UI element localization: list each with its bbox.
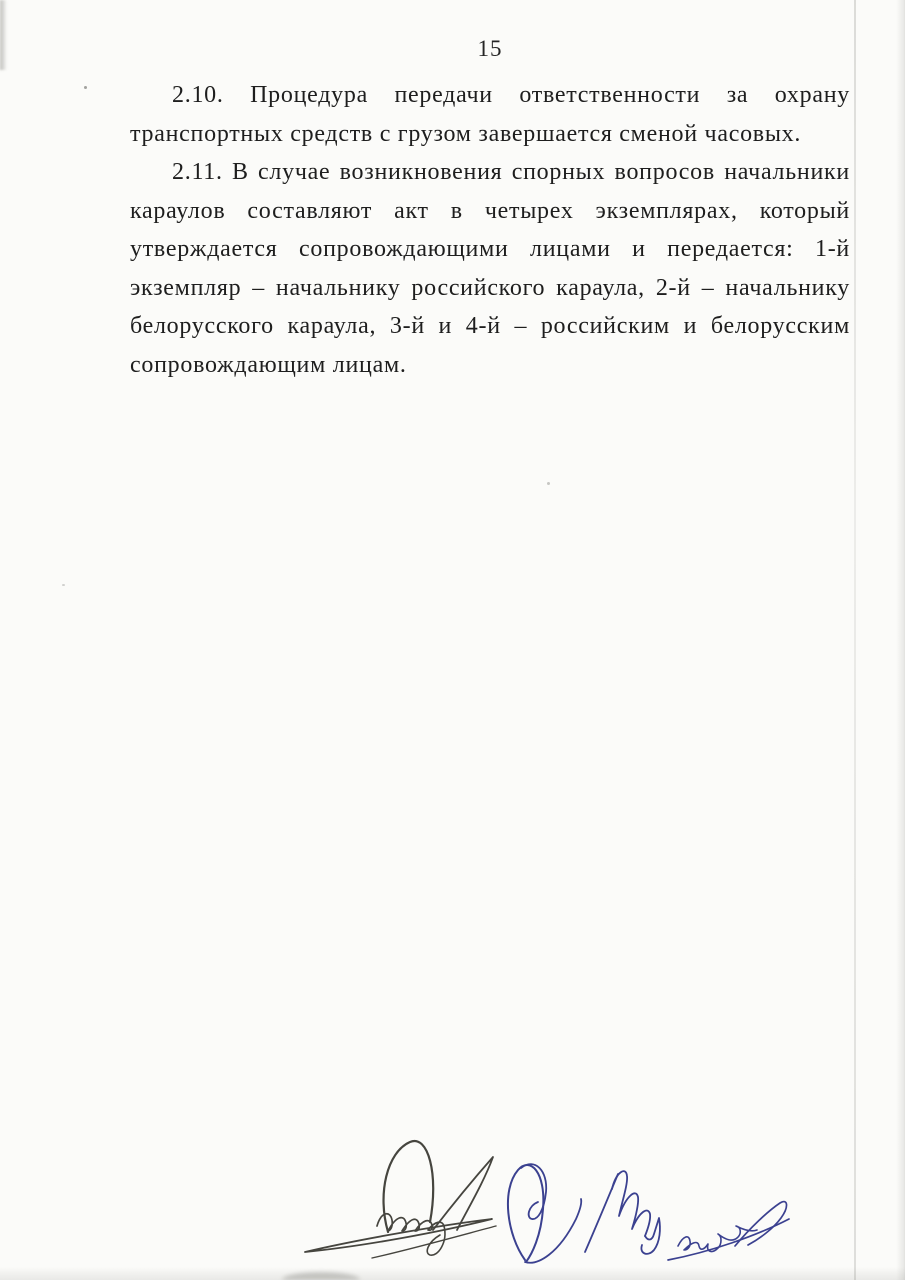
scan-right-edge-shadow (896, 0, 905, 1280)
signature-3 (585, 1171, 660, 1254)
paragraph-2-10-line: 2.10. Процедура передачи ответственности за охрану (172, 82, 850, 108)
paragraph-2-11-line: караулов составляют акт в четырех экземплярах, который (130, 197, 850, 224)
signatures-area (280, 1122, 800, 1278)
scan-speck (62, 584, 65, 586)
paragraph-2-11-line: утверждается сопровождающими лицами и передается: 1-й (130, 236, 850, 262)
paragraph-2-11-line: экземпляр – начальнику российского караула, 2-й – начальнику (130, 274, 850, 301)
page-number: 15 (477, 36, 503, 61)
paragraph-2-11-line: 2.11. В случае возникновения спорных вопросов начальники (172, 159, 850, 185)
scan-speck (84, 86, 87, 89)
scan-speck (547, 482, 550, 485)
paragraph-2-11-line: сопровождающим лицам. (130, 351, 407, 378)
scan-page-edge-line (854, 0, 856, 1280)
scan-corner-smudge (0, 0, 7, 70)
signature-1 (305, 1141, 496, 1258)
signature-4 (668, 1202, 789, 1260)
text-block (130, 76, 850, 384)
paragraph-2-10-line: транспортных средств с грузом завершается сменой часовых. (130, 120, 802, 147)
signature-2 (508, 1164, 581, 1263)
paragraph-2-11-line: белорусского караула, 3-й и 4-й – российским и белорусским (130, 313, 850, 339)
